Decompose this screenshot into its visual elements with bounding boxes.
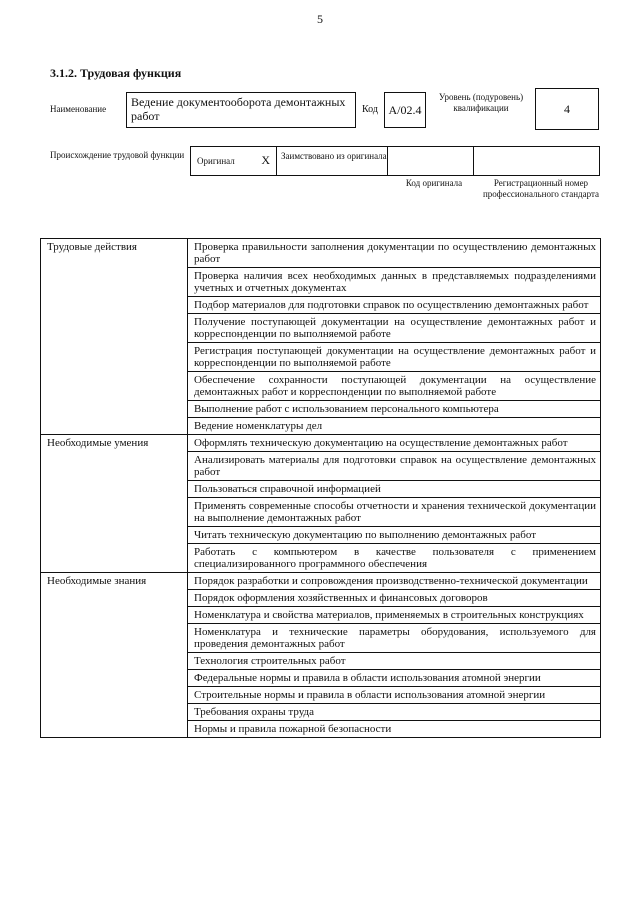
section-heading: 3.1.2. Трудовая функция xyxy=(50,66,182,80)
code-original-caption: Код оригинала xyxy=(405,178,463,188)
level-box: 4 xyxy=(535,88,599,130)
item-cell: Требования охраны труда xyxy=(188,704,601,721)
item-cell: Обеспечение сохранности поступающей документации на осуществление демонтажных работ и корреспонденции по выполняемой работе xyxy=(188,372,601,401)
function-details-table xyxy=(40,238,601,738)
item-cell: Пользоваться справочной информацией xyxy=(188,481,601,498)
item-cell: Федеральные нормы и правила в области использования атомной энергии xyxy=(188,670,601,687)
category-cell: Трудовые действия xyxy=(41,239,188,435)
origin-borrowed-cell xyxy=(277,147,388,175)
item-cell: Номенклатура и технические параметры оборудования, используемого для проведения демонтажных работ xyxy=(188,624,601,653)
item-cell: Анализировать материалы для подготовки справок на осуществление демонтажных работ xyxy=(188,452,601,481)
item-cell: Читать техническую документацию по выполнению демонтажных работ xyxy=(188,527,601,544)
item-cell: Получение поступающей документации на осуществление демонтажных работ и корреспонденции по выполняемой работе xyxy=(188,314,601,343)
category-cell: Необходимые знания xyxy=(41,573,188,738)
item-cell: Применять современные способы отчетности и хранения технической документации на выполнение демонтажных работ xyxy=(188,498,601,527)
origin-label: Происхождение трудовой функции xyxy=(50,150,185,160)
function-name-box: Ведение документооборота демонтажных работ xyxy=(126,92,356,128)
item-cell: Нормы и правила пожарной безопасности xyxy=(188,721,601,738)
item-cell: Ведение номенклатуры дел xyxy=(188,418,601,435)
registration-caption: Регистрационный номер профессионального стандарта xyxy=(482,178,600,199)
table-row xyxy=(41,239,601,268)
item-cell: Строительные нормы и правила в области использования атомной энергии xyxy=(188,687,601,704)
origin-table xyxy=(190,146,600,176)
item-cell: Оформлять техническую документацию на осуществление демонтажных работ xyxy=(188,435,601,452)
level-label: Уровень (подуровень) квалификации xyxy=(438,92,524,113)
item-cell: Работать с компьютером в качестве пользователя с применением специализированного программного обеспечения xyxy=(188,544,601,573)
table-row xyxy=(41,573,601,590)
table-row xyxy=(41,435,601,452)
code-label: Код xyxy=(362,104,378,115)
origin-registration-cell xyxy=(474,147,599,175)
original-mark: X xyxy=(261,153,270,167)
item-cell: Порядок разработки и сопровождения производственно-технической документации xyxy=(188,573,601,590)
item-cell: Проверка правильности заполнения документации по осуществлению демонтажных работ xyxy=(188,239,601,268)
item-cell: Регистрация поступающей документации на осуществление демонтажных работ и корреспонденции по выполняемой работе xyxy=(188,343,601,372)
origin-code-cell xyxy=(388,147,474,175)
item-cell: Технология строительных работ xyxy=(188,653,601,670)
item-cell: Проверка наличия всех необходимых данных в представляемых подразделениями учетных и отчетных документах xyxy=(188,268,601,297)
page-number: 5 xyxy=(317,12,323,26)
item-cell: Подбор материалов для подготовки справок по осуществлению демонтажных работ xyxy=(188,297,601,314)
name-label: Наименование xyxy=(50,104,107,114)
original-label: Оригинал xyxy=(197,156,235,166)
item-cell: Выполнение работ с использованием персонального компьютера xyxy=(188,401,601,418)
code-box: А/02.4 xyxy=(384,92,426,128)
category-cell: Необходимые умения xyxy=(41,435,188,573)
item-cell: Порядок оформления хозяйственных и финансовых договоров xyxy=(188,590,601,607)
origin-original-cell xyxy=(191,147,277,175)
item-cell: Номенклатура и свойства материалов, применяемых в строительных конструкциях xyxy=(188,607,601,624)
borrowed-label: Заимствовано из оригинала xyxy=(281,151,387,161)
